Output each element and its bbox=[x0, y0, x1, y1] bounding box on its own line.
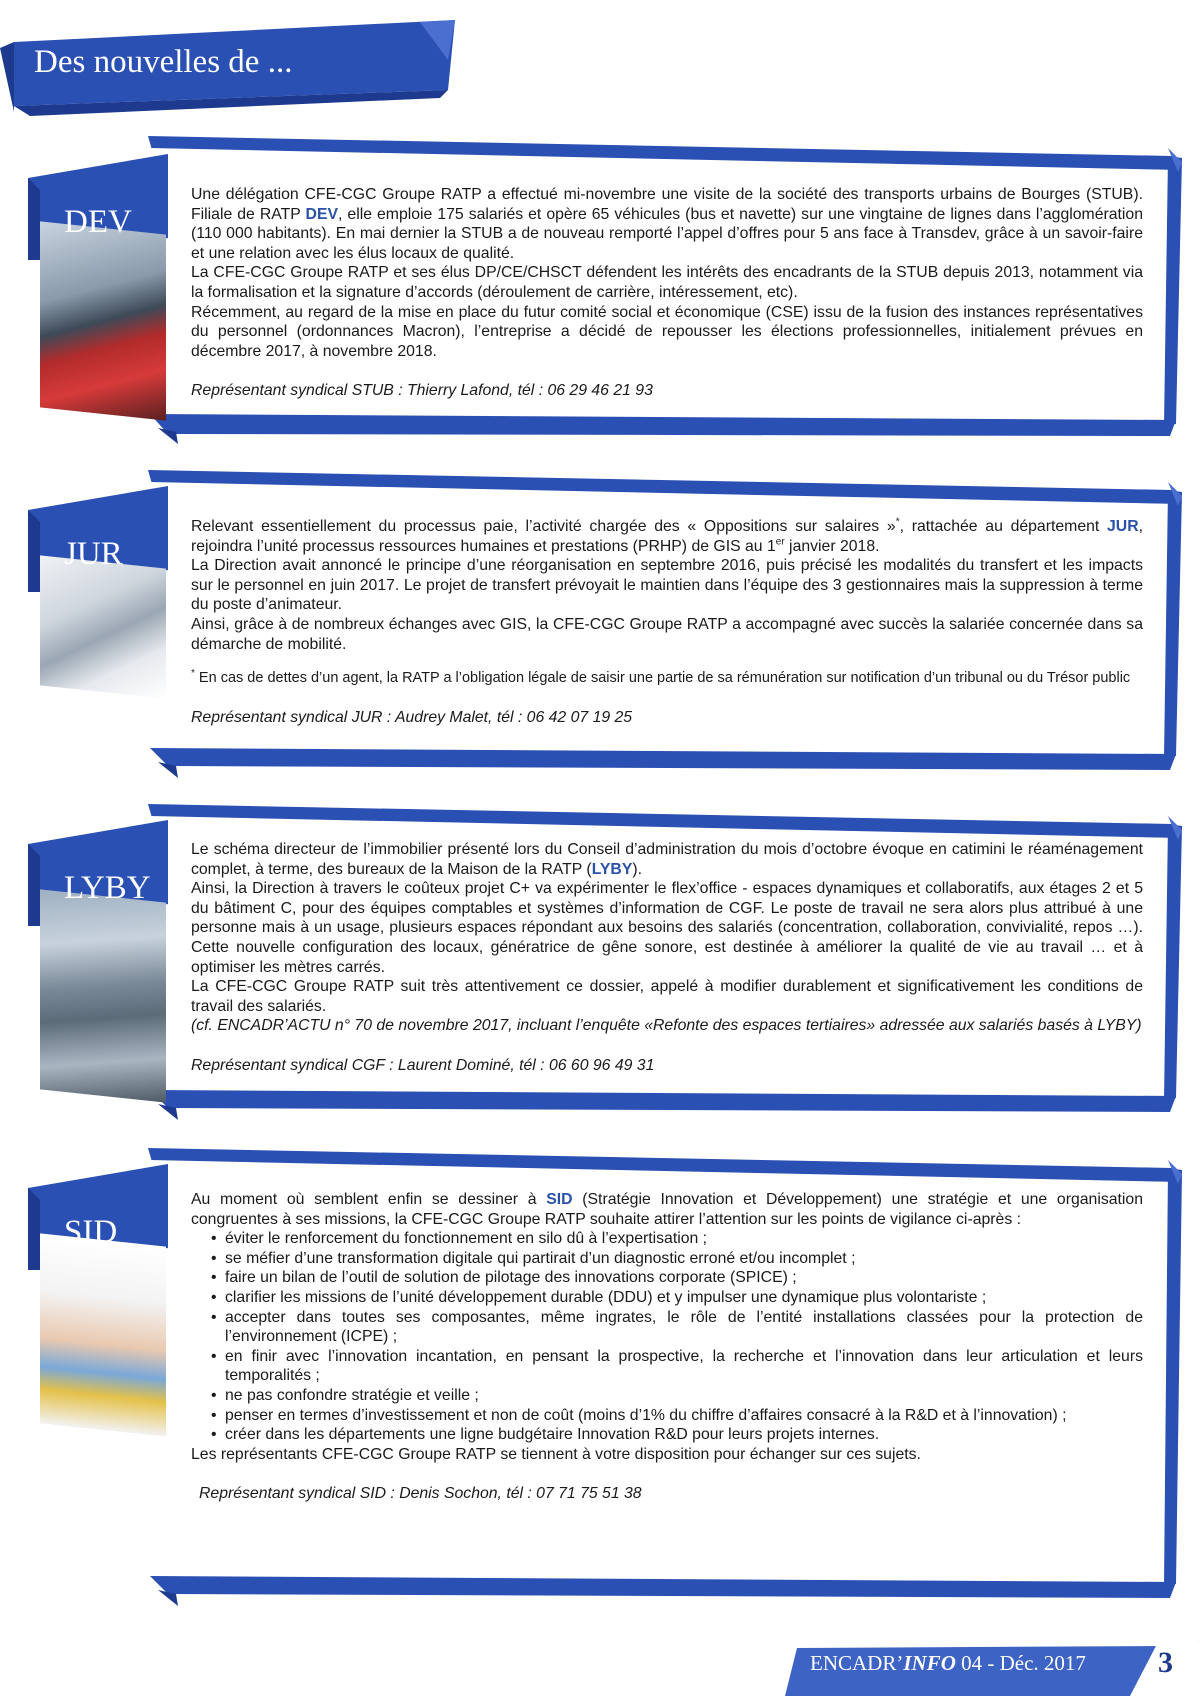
list-item: • accepter dans toutes ses composantes, même ingrates, le rôle de l’entité installations classées pour la protection de l’environnement (ICPE) ; bbox=[213, 1308, 1143, 1347]
page-title: Des nouvelles de ... bbox=[34, 44, 293, 80]
text: , rattachée au département bbox=[899, 518, 1107, 535]
footnote-marker: * bbox=[895, 516, 900, 528]
paragraph bbox=[191, 1190, 1143, 1229]
paragraph: Ainsi, grâce à de nombreux échanges avec GIS, la CFE-CGC Groupe RATP a accompagné avec succès la salariée concernée dans sa démarche de mobilité. bbox=[191, 615, 1143, 653]
text: Au moment où semblent enfin se dessiner à bbox=[191, 1191, 547, 1208]
text: En cas de dettes d’un agent, la RATP a l’obligation légale de saisir une partie de sa rémunération sur notification d’un tribunal ou du Trésor public bbox=[194, 670, 1131, 687]
paragraph: Récemment, au regard de la mise en place du futur comité social et économique (CSE) issu de la fusion des instances représentatives du personnel (ordonnances Macron), l’entreprise a décidé de repousser les élections professionnelles, initialement prévues en décembre 2017, à novembre 2018. bbox=[191, 303, 1143, 360]
section-content bbox=[191, 1190, 1143, 1504]
section-jur bbox=[0, 466, 1200, 780]
representative-contact: Représentant syndical JUR : Audrey Malet, tél : 06 42 07 19 25 bbox=[191, 709, 633, 727]
publication-name: ENCADR’ bbox=[810, 1651, 904, 1675]
list-item: • faire un bilan de l’outil de solution de pilotage des innovations corporate (SPICE) ; bbox=[213, 1268, 1143, 1288]
section-tag: JUR bbox=[64, 536, 123, 572]
issue-date: 04 - Déc. 2017 bbox=[955, 1651, 1086, 1675]
paragraph bbox=[191, 840, 1143, 879]
list-item: • clarifier les missions de l’unité développement durable (DDU) et y impulser une dynamique plus volontariste ; bbox=[213, 1288, 1143, 1308]
header-banner bbox=[0, 0, 460, 120]
paragraph: La Direction avait annoncé le principe d’une réorganisation en septembre 2016, puis précisé les modalités du transfert et les impacts sur le personnel en juin 2017. Le projet de transfert prévoyait le maintien dans l’équipe des 3 gestionnaires mais la suppression à terme du poste d’animateur. bbox=[191, 557, 1143, 614]
section-content bbox=[191, 840, 1143, 1076]
bus-photo bbox=[40, 221, 166, 420]
text: Relevant essentiellement du processus paie, l’activité chargée des « Oppositions sur salaires » bbox=[191, 518, 896, 535]
list-item: • se méfier d’une transformation digitale qui partirait d’un diagnostic erroné et/ou incomplet ; bbox=[213, 1249, 1143, 1269]
section-tag: DEV bbox=[64, 204, 132, 240]
department-keyword: SID bbox=[546, 1191, 573, 1208]
building-photo bbox=[40, 889, 166, 1102]
list-item: • ne pas confondre stratégie et veille ; bbox=[213, 1386, 1143, 1406]
reference-note: (cf. ENCADR’ACTU n° 70 de novembre 2017, incluant l’enquête «Refonte des espaces tertiaires» adressée aux salariés basés à LYBY) bbox=[191, 1017, 1142, 1035]
text: (Stratégie Innovation et Développement) une stratégie et une organisation congruentes à ses missions, la CFE-CGC Groupe RATP souhaite attirer l’attention sur les points de vigilance ci-après : bbox=[191, 1191, 1143, 1228]
representative-contact: Représentant syndical STUB : Thierry Lafond, tél : 06 29 46 21 93 bbox=[191, 382, 653, 400]
representative-contact: Représentant syndical CGF : Laurent Dominé, tél : 06 60 96 49 31 bbox=[191, 1056, 655, 1074]
tablet-photo bbox=[40, 555, 166, 698]
list-item: • éviter le renforcement du fonctionnement en silo dû à l’expertisation ; bbox=[213, 1229, 1143, 1249]
section-content bbox=[191, 185, 1143, 401]
section-sid bbox=[0, 1144, 1200, 1610]
text: janvier 2018. bbox=[784, 537, 880, 555]
list-item: • penser en termes d’investissement et non de coût (moins d’1% du chiffre d’affaires consacré à la R&D et à l’innovation) ; bbox=[213, 1406, 1143, 1426]
text: Le schéma directeur de l’immobilier présenté lors du Conseil d’administration du mois d’octobre évoque en catimini le réaménagement complet, à terme, des bureaux de la Maison de la RATP ( bbox=[191, 841, 1143, 878]
paragraph: La CFE-CGC Groupe RATP suit très attentivement ce dossier, appelé à modifier durablement et significativement les conditions de travail des salariés. bbox=[191, 978, 1143, 1015]
section-lyby bbox=[0, 800, 1200, 1122]
section-tag: SID bbox=[64, 1214, 118, 1250]
section-content bbox=[191, 517, 1143, 728]
publication-name-info: INFO bbox=[903, 1651, 956, 1675]
representative-contact: Représentant syndical SID : Denis Sochon, tél : 07 71 75 51 38 bbox=[199, 1485, 642, 1503]
list-item: • en finir avec l’innovation incantation, en pensant la prospective, la recherche et l’innovation dans leur articulation et leurs temporalités ; bbox=[213, 1347, 1143, 1386]
department-keyword: DEV bbox=[305, 205, 339, 223]
paragraph bbox=[191, 1016, 1143, 1036]
ordinal-suffix: er bbox=[775, 536, 785, 548]
paragraph: Ainsi, la Direction à travers le coûteux projet C+ va expérimenter le flex’office - espaces dynamiques et collaboratifs, aux étages 2 et 5 du bâtiment C, pour des équipes comptables et systèmes d’information de CGF. Le poste de travail ne sera alors plus attribué à une personne mais à un usage, plusieurs espaces répondant aux besoins des salariés (concentration, collaboration, convivialité, repos …). Cette nouvelle configuration des locaux, génératrice de gêne sonore, est destinée à améliorer la qualité de vie au travail … et à optimiser les mètres carrés. bbox=[191, 880, 1143, 976]
text: Une délégation CFE-CGC Groupe RATP a effectué mi-novembre une visite de la société des transports urbains de Bourges (STUB). Filiale de RATP bbox=[191, 186, 1143, 223]
footnote bbox=[191, 668, 1143, 688]
section-tag: LYBY bbox=[64, 870, 151, 906]
paragraph: La CFE-CGC Groupe RATP et ses élus DP/CE/CHSCT défendent les intérêts des encadrants de la STUB depuis 2013, notamment via la formalisation et la signature d’accords (déroulement de carrière, intéressement, etc). bbox=[191, 264, 1143, 301]
paragraph: Les représentants CFE-CGC Groupe RATP se tiennent à votre disposition pour échanger sur ces sujets. bbox=[191, 1445, 921, 1463]
department-keyword: JUR bbox=[1107, 518, 1139, 535]
vigilance-list bbox=[191, 1229, 1143, 1445]
paragraph bbox=[191, 185, 1143, 263]
paragraph bbox=[191, 517, 1143, 556]
section-dev bbox=[0, 128, 1200, 448]
innovation-illustration bbox=[40, 1233, 166, 1436]
text: , rejoindra l’unité processus ressources humaines et prestations (PRHP) de GIS au 1 bbox=[191, 518, 1143, 555]
text: ). bbox=[632, 860, 643, 878]
publication-info bbox=[810, 1651, 1086, 1676]
list-item: • créer dans les départements une ligne budgétaire Innovation R&D pour leurs projets internes. bbox=[213, 1425, 1143, 1445]
text: , elle emploie 175 salariés et opère 65 véhicules (bus et navette) sur une vingtaine de lignes dans l’agglomération (110 000 habitants). En mai dernier la STUB a de nouveau remporté l’appel d’offres pour 5 ans face à Transdev, grâce à un savoir-faire et une relation avec les élus locaux de qualité. bbox=[191, 205, 1143, 262]
department-keyword: LYBY bbox=[591, 860, 633, 878]
page-number: 3 bbox=[1158, 1646, 1173, 1679]
footnote-marker: * bbox=[191, 668, 195, 680]
